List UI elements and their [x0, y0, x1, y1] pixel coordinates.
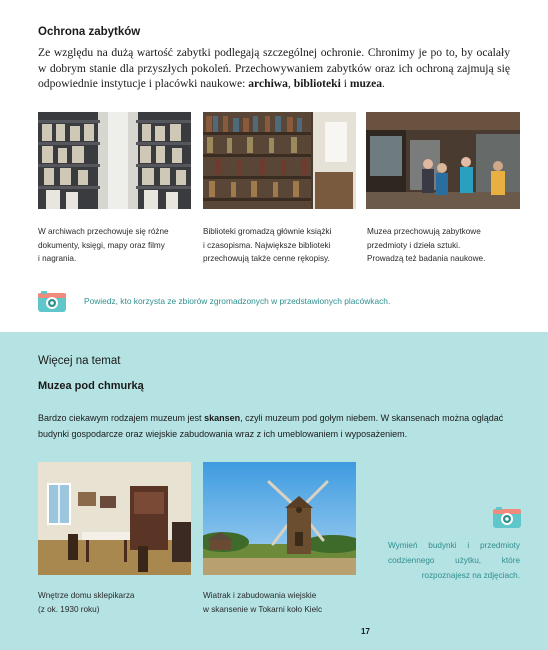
archive-shelves-photo	[38, 112, 191, 209]
interior-caption: Wnętrze domu sklepikarza (z ok. 1930 roku)	[38, 591, 135, 614]
more-body: Bardzo ciekawym rodzajem muzeum jest skansen, czyli muzeum pod gołym niebem. W skansenach można oglądać budynki gospodarcze oraz wiejskie zabudowania wraz z ich umeblowaniem i wyposażeniem.	[38, 413, 504, 439]
windmill-caption: Wiatrak i zabudowania wiejskie w skansenie w Tokarni koło Kielc	[203, 591, 323, 614]
windmill-photo	[203, 462, 356, 575]
camera-icon	[38, 290, 66, 316]
museum-caption: Muzea przechowują zabytkowe przedmioty i dzieła sztuki. Prowadzą też badania naukowe.	[367, 227, 486, 263]
task-2-text: Wymień budynki i przedmioty codziennego użytku, które rozpoznajesz na zdjęciach.	[388, 541, 520, 580]
task-1-text: Powiedz, kto korzysta ze zbiorów zgromadzonych w przedstawionych placówkach.	[84, 296, 391, 306]
archive-caption: W archiwach przechowuje się różne dokumenty, księgi, mapy oraz filmy i nagrania.	[38, 227, 169, 263]
camera-icon	[493, 506, 521, 532]
more-label: Więcej na temat	[38, 355, 121, 367]
museum-photo	[366, 112, 520, 209]
section-title: Ochrona zabytków	[38, 26, 141, 38]
intro-paragraph: Ze względu na dużą wartość zabytki podlegają szczególnej ochronie. Chronimy je po to, by ocalały w dobrym stanie dla przyszłych pokoleń. Przechowywaniem zabytków oraz ich ochroną zajmują się odpowiednie instytucje i placówki naukowe: archiwa, biblioteki i muzea.	[38, 46, 510, 90]
more-title: Muzea pod chmurką	[38, 380, 144, 392]
page-number: 17	[361, 627, 370, 636]
library-caption: Biblioteki gromadzą głównie książki i czasopisma. Największe biblioteki przechowują także cenne rękopisy.	[203, 227, 332, 263]
library-photo	[203, 112, 356, 209]
interior-photo	[38, 462, 191, 575]
